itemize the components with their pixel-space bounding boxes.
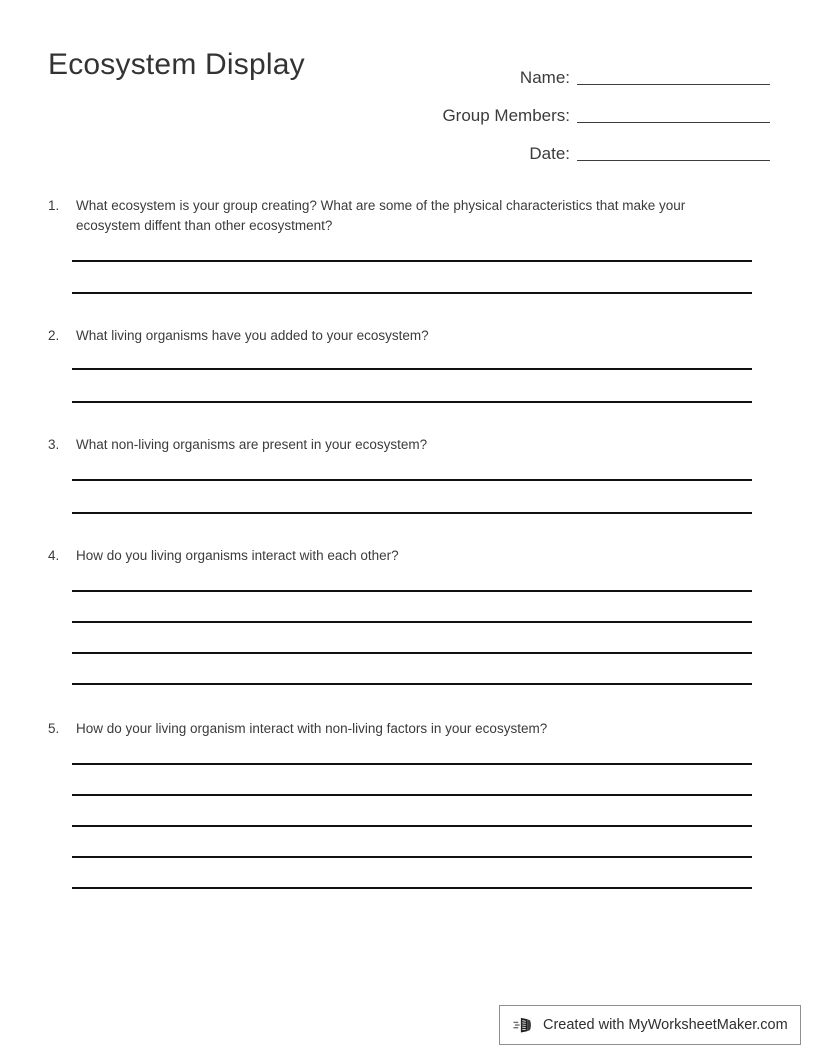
answer-lines-1: [0, 260, 816, 294]
question-number-3: 3.: [48, 436, 60, 452]
question-block-3: [0, 435, 816, 546]
question-block-1: [0, 196, 816, 326]
question-text-2: What living organisms have you added to your ecosystem?: [76, 327, 429, 343]
name-field-input[interactable]: [577, 84, 770, 85]
question-number-2: 2.: [48, 327, 60, 343]
created-with-badge-label: Created with MyWorksheetMaker.com: [543, 1017, 788, 1033]
name-field-label: Name:: [519, 68, 570, 87]
date-field-input[interactable]: [577, 160, 770, 161]
question-block-4: [0, 546, 816, 719]
question-row-2: [0, 326, 816, 346]
question-row-1: [0, 196, 816, 236]
question-text-5: How do your living organism interact with non-living factors in your ecosystem?: [76, 720, 548, 736]
group-members-field-input[interactable]: [577, 122, 770, 123]
question-number-1: 1.: [48, 198, 60, 213]
worksheet-maker-logo-icon: [513, 1014, 535, 1036]
questions-list: [0, 196, 816, 889]
field-row-name: [300, 50, 770, 88]
page-title: Ecosystem Display: [48, 48, 305, 81]
question-row-3: [0, 435, 816, 455]
question-number-5: 5.: [48, 720, 60, 736]
created-with-badge[interactable]: [499, 1005, 801, 1045]
question-block-2: [0, 326, 816, 435]
question-block-5: [0, 719, 816, 889]
question-row-4: [0, 546, 816, 566]
question-text-3: What non-living organisms are present in your ecosystem?: [76, 436, 428, 452]
group-members-field-label: Group Members:: [442, 106, 570, 125]
field-row-group-members: [300, 88, 770, 126]
student-info-fields: [300, 50, 770, 164]
answer-line[interactable]: [72, 887, 752, 889]
worksheet-header: [0, 0, 816, 175]
question-number-4: 4.: [48, 547, 60, 563]
answer-lines-4: [0, 590, 816, 685]
field-row-date: [300, 126, 770, 164]
answer-lines-2: [0, 368, 816, 403]
date-field-label: Date:: [529, 144, 570, 163]
question-row-5: [0, 719, 816, 739]
answer-lines-5: [0, 763, 816, 889]
question-text-1: What ecosystem is your group creating? What are some of the physical characteristics that make your ecosystem diffent than other ecosystment?: [76, 198, 686, 233]
question-text-4: How do you living organisms interact with each other?: [76, 547, 399, 563]
answer-lines-3: [0, 479, 816, 514]
